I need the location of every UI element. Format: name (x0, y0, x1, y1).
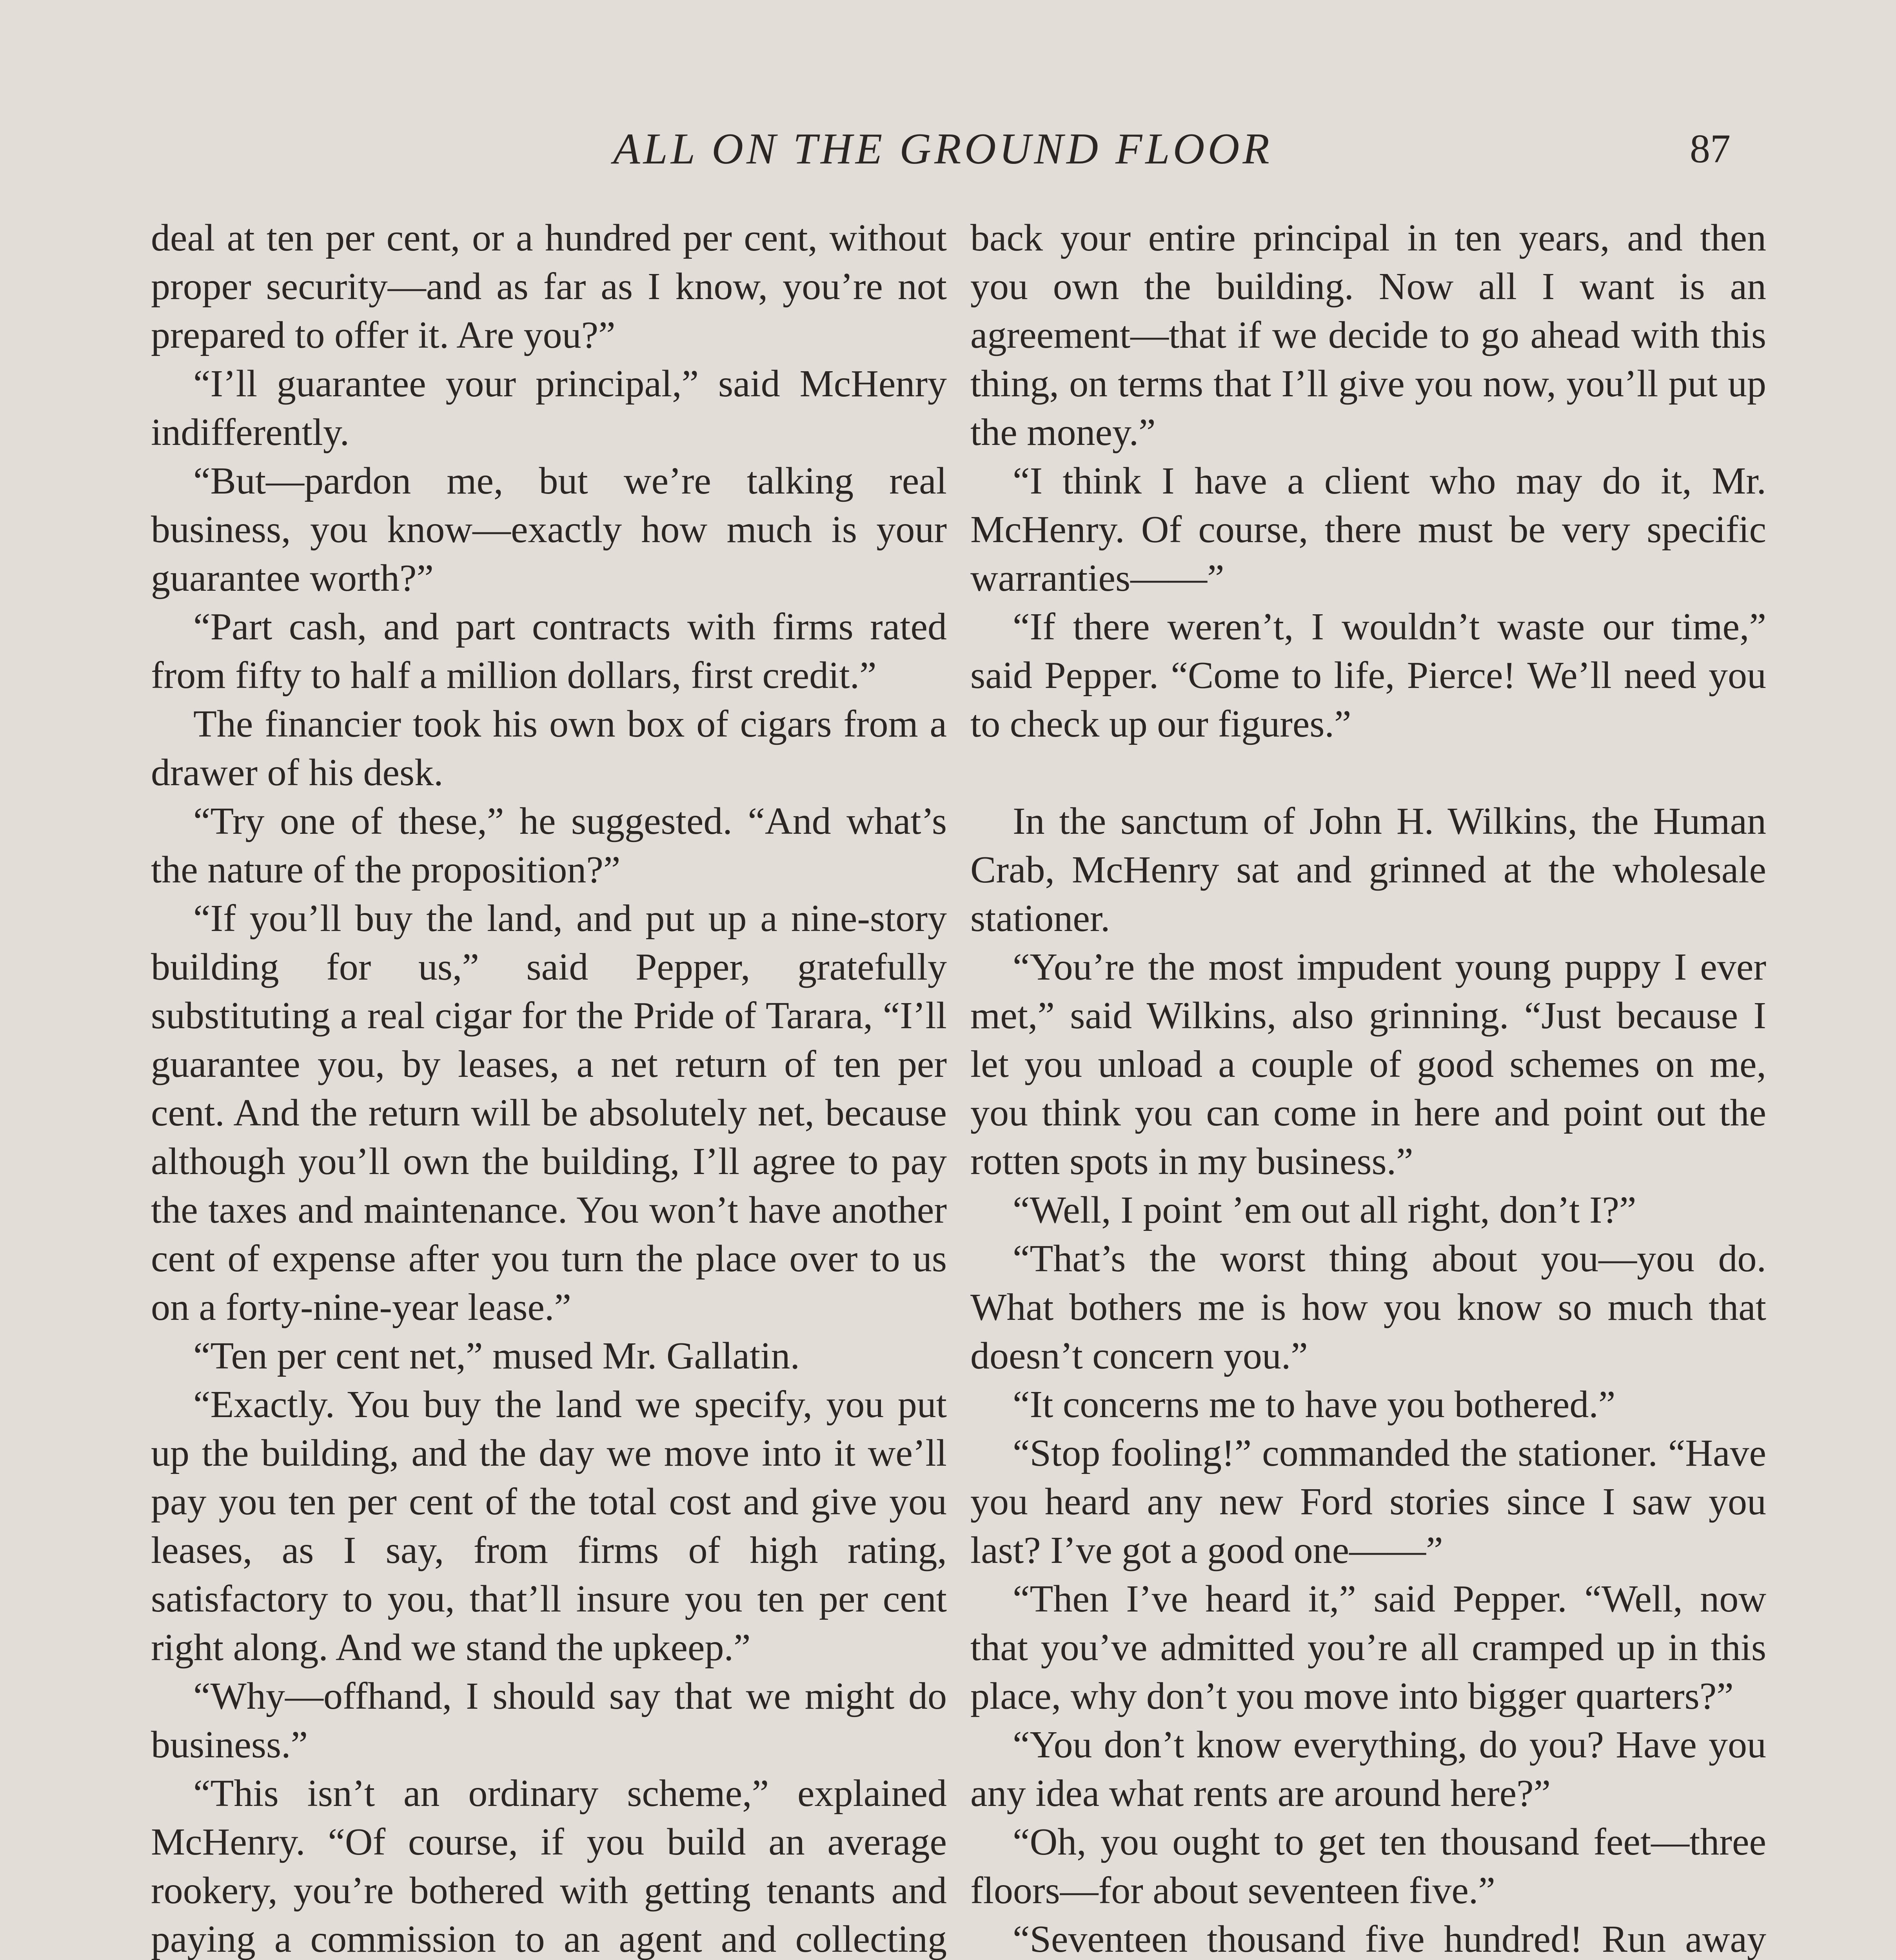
paragraph: “Stop fooling!” commanded the stationer. “Have you heard any new Ford stories since I saw you last? I’ve got a good one——” (970, 1432, 1766, 1572)
section-break (970, 748, 1766, 797)
paragraph: “Ten per cent net,” mused Mr. Gallatin. (193, 1335, 800, 1377)
paragraph: “If there weren’t, I wouldn’t waste our time,” said Pepper. “Come to life, Pierce! We’ll need you to check up our figures.” (970, 606, 1766, 745)
paragraph: “Why—offhand, I should say that we might do business.” (151, 1675, 947, 1766)
paragraph: “If you’ll buy the land, and put up a nine-story building for us,” said Pepper, gratefully substituting a real cigar for the Pride of Tarara, “I’ll guarantee you, by leases, a net return of ten per cent. And the return will be absolutely net, because although you’ll own the building, I’ll agree to pay the taxes and maintenance. You won’t have another cent of expense after you turn the place over to us on a forty-nine-year lease.” (151, 897, 947, 1328)
paragraph: “But—pardon me, but we’re talking real business, you know—exactly how much is your guarantee worth?” (151, 460, 947, 599)
right-column (970, 214, 1766, 1960)
paragraph: The financier took his own box of cigars from a drawer of his desk. (151, 703, 947, 794)
page-number: 87 (1690, 126, 1731, 171)
paragraph: “Oh, you ought to get ten thousand feet—three floors—for about seventeen five.” (970, 1821, 1766, 1912)
paragraph: “Seventeen thousand five hundred! Run away (1013, 1918, 1766, 1960)
running-title: ALL ON THE GROUND FLOOR (613, 125, 1273, 173)
paragraph: back your entire principal in ten years, and then you own the building. Now all I want is an agreement—that if we decide to go ahead with this thing, on terms that I’ll give you now, you’ll put up the money.” (970, 217, 1766, 454)
paragraph: “That’s the worst thing about you—you do. What bothers me is how you know so much that doesn’t concern you.” (970, 1238, 1766, 1377)
paragraph: “Try one of these,” he suggested. “And what’s the nature of the proposition?” (151, 800, 947, 891)
running-head (0, 122, 1896, 176)
paragraph: “Well, I point ’em out all right, don’t I?” (1013, 1189, 1636, 1231)
paragraph: “You’re the most impudent young puppy I ever met,” said Wilkins, also grinning. “Just because I let you unload a couple of good schemes on me, you think you can come in here and point out the rotten spots in my business.” (970, 946, 1766, 1183)
paragraph: “This isn’t an ordinary scheme,” explained McHenry. “Of course, if you build an average rookery, you’re bothered with getting tenants and paying a commission to an agent and collecting (151, 1772, 947, 1960)
paragraph: deal at ten per cent, or a hundred per cent, without proper security—and as far as I know, you’re not prepared to offer it. Are you?” (151, 217, 947, 356)
paragraph: In the sanctum of John H. Wilkins, the Human Crab, McHenry sat and grinned at the wholesale stationer. (970, 800, 1766, 940)
paragraph: “Then I’ve heard it,” said Pepper. “Well, now that you’ve admitted you’re all cramped up in this place, why don’t you move into bigger quarters?” (970, 1578, 1766, 1717)
paragraph: “You don’t know everything, do you? Have you any idea what rents are around here?” (970, 1724, 1766, 1815)
paragraph: “I’ll guarantee your principal,” said McHenry indifferently. (151, 363, 947, 454)
left-column (151, 214, 947, 1960)
paragraph: “I think I have a client who may do it, Mr. McHenry. Of course, there must be very specific warranties——” (970, 460, 1766, 599)
paragraph: “Part cash, and part contracts with firms rated from fifty to half a million dollars, first credit.” (151, 606, 947, 697)
paragraph: “Exactly. You buy the land we specify, you put up the building, and the day we move into it we’ll pay you ten per cent of the total cost and give you leases, as I say, from firms of high rating, satisfactory to you, that’ll insure you ten per cent right along. And we stand the upkeep.” (151, 1383, 947, 1669)
paragraph: “It concerns me to have you bothered.” (1013, 1383, 1616, 1426)
